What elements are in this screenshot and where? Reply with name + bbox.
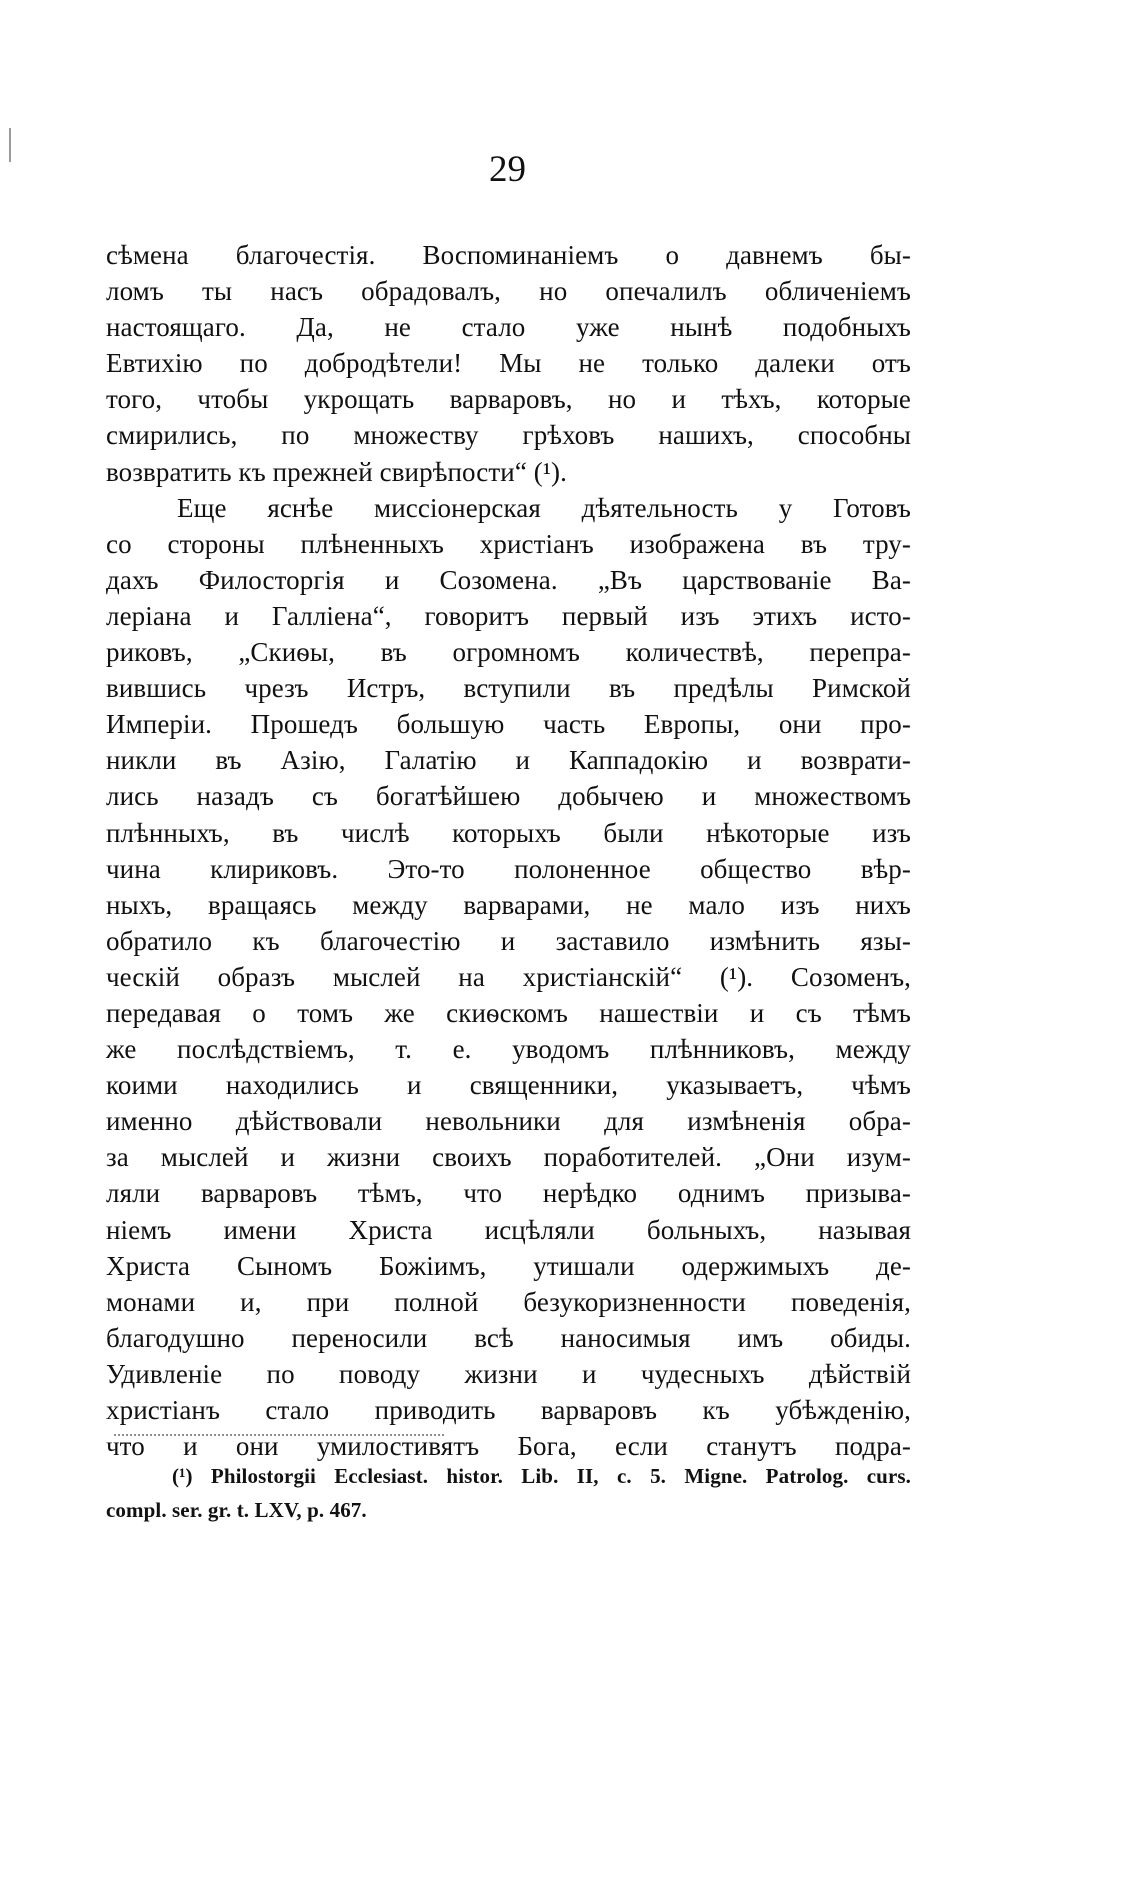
text-line: коими находились и священники, указываетъ, чѣмъ [106,1070,911,1101]
text-line: риковъ, „Скиѳы, въ огромномъ количествѣ, перепра- [106,637,911,668]
text-line: ломъ ты насъ обрадовалъ, но опечалилъ обличеніемъ [106,276,911,307]
text-line: Христа Сыномъ Божіимъ, утишали одержимыхъ де- [106,1250,911,1281]
text-line: плѣнныхъ, въ числѣ которыхъ были нѣкоторые изъ [106,817,911,848]
text-line: ляли варваровъ тѣмъ, что нерѣдко однимъ призыва- [106,1178,911,1209]
footnote-separator [114,1434,444,1436]
page-number: 29 [489,149,526,190]
text-line: ныхъ, вращаясь между варварами, не мало изъ нихъ [106,889,911,920]
text-line: того, чтобы укрощать варваровъ, но и тѣхъ, которые [106,384,911,415]
text-line: смирились, по множеству грѣховъ нашихъ, способны [106,420,911,451]
text-line: Имперіи. Прошедъ большую часть Европы, они про- [106,709,911,740]
text-line: именно дѣйствовали невольники для измѣненія обра- [106,1106,911,1137]
text-line: Евтихію по добродѣтели! Мы не только далеки отъ [106,348,911,379]
text-line: христіанъ стало приводить варваровъ къ убѣжденію, [106,1395,911,1425]
text-line: обратило къ благочестію и заставило измѣнить язы- [106,925,911,956]
text-line: лись назадъ съ богатѣйшею добычею и множествомъ [106,781,911,812]
footnote-line: (¹) Philostorgii Ecclesiast. histor. Lib. II, c. 5. Migne. Patrolog. curs. [172,1464,911,1488]
text-line: ческій образъ мыслей на христіанскій“ (¹). Созоменъ, [106,961,911,992]
text-line: за мыслей и жизни своихъ поработителей. „Они изум- [106,1142,911,1173]
text-line: монами и, при полной безукоризненности поведенія, [106,1286,911,1317]
main-text [106,237,911,1464]
footnote-line: compl. ser. gr. t. LXV, p. 467. [106,1498,367,1522]
text-line: ніемъ имени Христа исцѣляли больныхъ, называя [106,1214,911,1245]
text-line: вившись чрезъ Истръ, вступили въ предѣлы Римской [106,673,911,704]
paragraph-end-line: возвратить къ прежней свирѣпости“ (¹). [106,456,567,487]
text-line: со стороны плѣненныхъ христіанъ изображена въ тру- [106,528,911,559]
text-line: Удивленіе по поводу жизни и чудесныхъ дѣйствій [106,1358,911,1389]
footnote [106,1459,911,1527]
text-line: настоящаго. Да, не стало уже нынѣ подобныхъ [106,312,911,343]
text-line: дахъ Филосторгія и Созомена. „Въ царствованіе Ва- [106,564,911,595]
text-line: что и они умилостивятъ Бога, если станутъ подра- [106,1431,911,1462]
text-line: сѣмена благочестія. Воспоминаніемъ о давнемъ бы- [106,240,911,270]
text-line: благодушно переносили всѣ наносимыя имъ обиды. [106,1322,911,1353]
text-line: же послѣдствіемъ, т. е. уводомъ плѣнниковъ, между [106,1034,911,1065]
text-line: леріана и Галліена“, говоритъ первый изъ этихъ исто- [106,600,911,631]
text-line: чина клириковъ. Это-то полоненное общество вѣр- [106,853,911,884]
text-line: передавая о томъ же скиѳскомъ нашествіи и съ тѣмъ [106,997,911,1028]
paragraph-first-line: Еще яснѣе миссіонерская дѣятельность у Готовъ [177,492,911,523]
text-line: никли въ Азію, Галатію и Каппадокію и возврати- [106,745,911,776]
